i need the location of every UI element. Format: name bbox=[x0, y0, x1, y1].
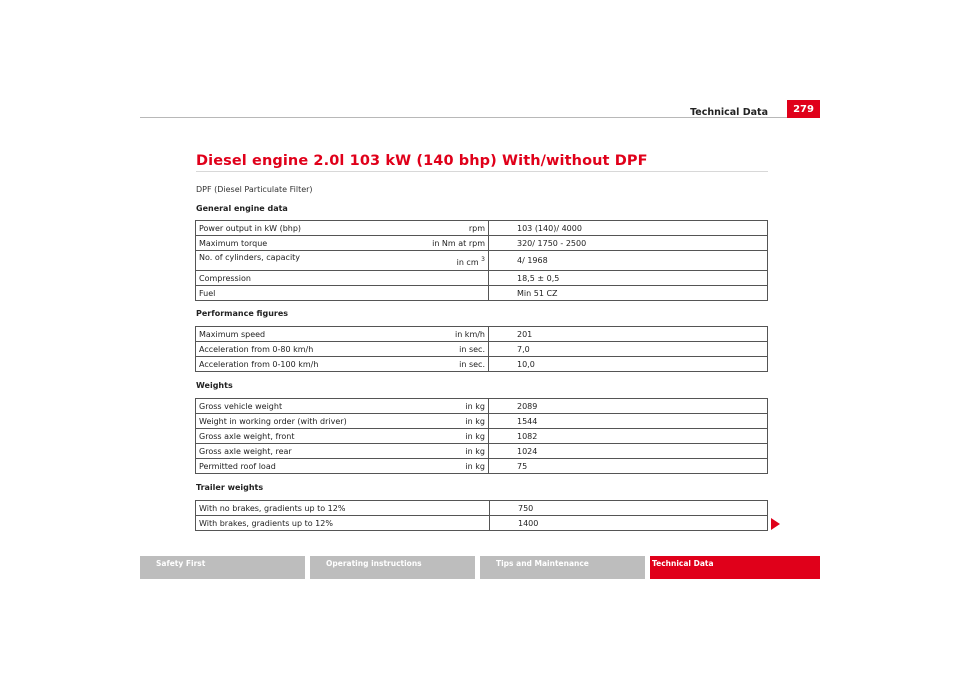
row-label: With no brakes, gradients up to 12% bbox=[196, 501, 490, 516]
table-row bbox=[196, 342, 768, 357]
row-unit: in sec. bbox=[372, 342, 489, 357]
row-unit: in kg bbox=[372, 399, 489, 414]
row-label: Gross axle weight, rear bbox=[196, 444, 373, 459]
row-unit: in kg bbox=[372, 429, 489, 444]
row-unit: in kg bbox=[372, 459, 489, 474]
row-value: 7,0 bbox=[489, 342, 768, 357]
table-row bbox=[196, 501, 768, 516]
table-row bbox=[196, 236, 768, 251]
table-row bbox=[196, 327, 768, 342]
row-label: Maximum speed bbox=[196, 327, 373, 342]
page-title: Diesel engine 2.0l 103 kW (140 bhp) With/without DPF bbox=[196, 153, 648, 169]
row-value: 75 bbox=[489, 459, 768, 474]
table-row bbox=[196, 429, 768, 444]
row-unit-text: in cm bbox=[456, 258, 479, 267]
row-label: Weight in working order (with driver) bbox=[196, 414, 373, 429]
row-value: 2089 bbox=[489, 399, 768, 414]
row-value: 750 bbox=[490, 501, 768, 516]
general-engine-table bbox=[195, 220, 768, 301]
row-value: 1024 bbox=[489, 444, 768, 459]
row-value: 4/ 1968 bbox=[489, 251, 768, 271]
weights-heading: Weights bbox=[196, 381, 233, 390]
table-row bbox=[196, 459, 768, 474]
footer-nav bbox=[140, 556, 820, 579]
footer-tab-safety-first[interactable]: Safety First bbox=[140, 556, 305, 579]
row-label: Permitted roof load bbox=[196, 459, 373, 474]
footer-tab-technical-data-label: Technical Data bbox=[652, 559, 714, 568]
row-value: 201 bbox=[489, 327, 768, 342]
table-row bbox=[196, 399, 768, 414]
row-label: Acceleration from 0-80 km/h bbox=[196, 342, 373, 357]
performance-heading: Performance figures bbox=[196, 309, 289, 318]
row-value: 103 (140)/ 4000 bbox=[489, 221, 768, 236]
row-unit: in sec. bbox=[372, 357, 489, 372]
row-label: With brakes, gradients up to 12% bbox=[196, 516, 490, 531]
row-unit bbox=[372, 251, 489, 271]
performance-table bbox=[195, 326, 768, 372]
row-label: Fuel bbox=[196, 286, 373, 301]
row-value: 1400 bbox=[490, 516, 768, 531]
row-unit: in km/h bbox=[372, 327, 489, 342]
row-label: Compression bbox=[196, 271, 373, 286]
row-unit bbox=[372, 271, 489, 286]
row-value: 320/ 1750 - 2500 bbox=[489, 236, 768, 251]
table-row bbox=[196, 414, 768, 429]
row-value: 18,5 ± 0,5 bbox=[489, 271, 768, 286]
table-row bbox=[196, 286, 768, 301]
row-label: No. of cylinders, capacity bbox=[196, 251, 373, 271]
page-number: 279 bbox=[787, 100, 820, 118]
row-label: Gross vehicle weight bbox=[196, 399, 373, 414]
header-section-title: Technical Data bbox=[690, 107, 768, 118]
footer-tab-tips-maintenance[interactable]: Tips and Maintenance bbox=[480, 556, 645, 579]
row-label: Power output in kW (bhp) bbox=[196, 221, 373, 236]
row-unit: rpm bbox=[372, 221, 489, 236]
row-unit bbox=[372, 286, 489, 301]
row-unit: in Nm at rpm bbox=[372, 236, 489, 251]
trailer-heading: Trailer weights bbox=[196, 483, 264, 492]
row-value: Min 51 CZ bbox=[489, 286, 768, 301]
intro-text: DPF (Diesel Particulate Filter) bbox=[196, 185, 313, 194]
row-value: 1544 bbox=[489, 414, 768, 429]
row-value: 1082 bbox=[489, 429, 768, 444]
row-value: 10,0 bbox=[489, 357, 768, 372]
next-page-arrow-icon[interactable] bbox=[771, 518, 780, 530]
general-heading: General engine data bbox=[196, 204, 288, 213]
trailer-table bbox=[195, 500, 768, 531]
table-row bbox=[196, 221, 768, 236]
row-label: Acceleration from 0-100 km/h bbox=[196, 357, 373, 372]
row-unit: in kg bbox=[372, 444, 489, 459]
table-row bbox=[196, 357, 768, 372]
table-row bbox=[196, 251, 768, 271]
weights-table bbox=[195, 398, 768, 474]
footer-tab-operating-instructions[interactable]: Operating instructions bbox=[310, 556, 475, 579]
table-row bbox=[196, 444, 768, 459]
footer-tab-technical-data[interactable] bbox=[650, 556, 820, 579]
row-label: Maximum torque bbox=[196, 236, 373, 251]
table-row bbox=[196, 271, 768, 286]
row-unit: in kg bbox=[372, 414, 489, 429]
row-label: Gross axle weight, front bbox=[196, 429, 373, 444]
row-unit-superscript: 3 bbox=[481, 256, 485, 263]
table-row bbox=[196, 516, 768, 531]
title-rule bbox=[196, 171, 768, 172]
